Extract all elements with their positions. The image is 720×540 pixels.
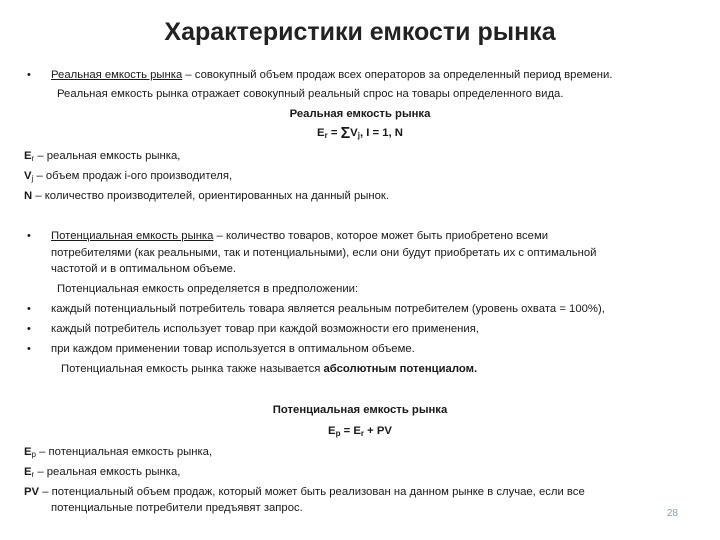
real-definition (51, 68, 612, 82)
potential-formula-title: Потенциальная емкость рынка (272, 404, 448, 416)
bullet-real: • (27, 69, 31, 81)
potential-legend-pv: PV – потенциальный объем продаж, который может быть реализован на данном рынке в случае, если все (24, 486, 585, 498)
potential-term: Потенциальная емкость рынка (51, 230, 214, 242)
real-demand-line: Реальная емкость рынка отражает совокупный реальный спрос на товары определенного вида. (57, 88, 564, 100)
real-formula: $E_r = \Sigma V_j$, I = 1, N (317, 125, 403, 142)
real-legend-er: $E_r$ – реальная емкость рынка, (24, 150, 181, 163)
bullet-potential: • (27, 230, 31, 242)
potential-definition-line3: частотой и в оптимальном объеме. (51, 263, 237, 275)
real-term: Реальная емкость рынка (51, 69, 183, 81)
absolute-potential-term: абсолютным потенциалом. (323, 363, 478, 375)
assumption-item-1: каждый потенциальный потребитель товара является реальным потребителем (уровень охвата = 100%), (51, 303, 605, 315)
bullet-assumption-1: • (27, 303, 31, 315)
potential-legend-er: $E_r$ – реальная емкость рынка, (24, 466, 181, 479)
assumption-item-2: каждый потребитель использует товар при каждой возможности его применения, (51, 323, 479, 335)
potential-definition-line1: Потенциальная емкость рынка – количество товаров, которое может быть приобретено всеми (51, 230, 549, 242)
real-formula-title: Реальная емкость рынка (289, 108, 431, 120)
potential-legend-ep: $E_p$ – потенциальная емкость рынка, (24, 446, 213, 459)
potential-assumption: Потенциальная емкость определяется в предположении: (57, 283, 359, 295)
assumption-item-3: при каждом применении товар используется в оптимальном объеме. (51, 343, 415, 355)
real-definition-text: – совокупный объем продаж всех операторов за определенный период времени. (182, 69, 613, 81)
potential-legend-pv-cont: потенциальные потребители предъявят запрос. (51, 502, 303, 514)
page-number: 28 (666, 508, 678, 519)
potential-also-called: Потенциальная емкость рынка также называется абсолютным потенциалом. (61, 363, 478, 375)
slide-title: Характеристики емкости рынка (164, 18, 556, 46)
real-legend-n: N – количество производителей, ориентированных на данный рынок. (24, 190, 389, 202)
sigma-symbol: Σ (340, 125, 351, 142)
real-legend-vj: $V_j$ – объем продаж i-ого производителя, (24, 170, 233, 183)
bullet-assumption-3: • (27, 343, 31, 355)
potential-formula: $E_p = E_r$ + PV (328, 425, 392, 438)
bullet-assumption-2: • (27, 323, 31, 335)
potential-definition-line2: потребителями (как реальными, так и потенциальными), если они будут приобретать их с оптимальной (51, 247, 597, 259)
